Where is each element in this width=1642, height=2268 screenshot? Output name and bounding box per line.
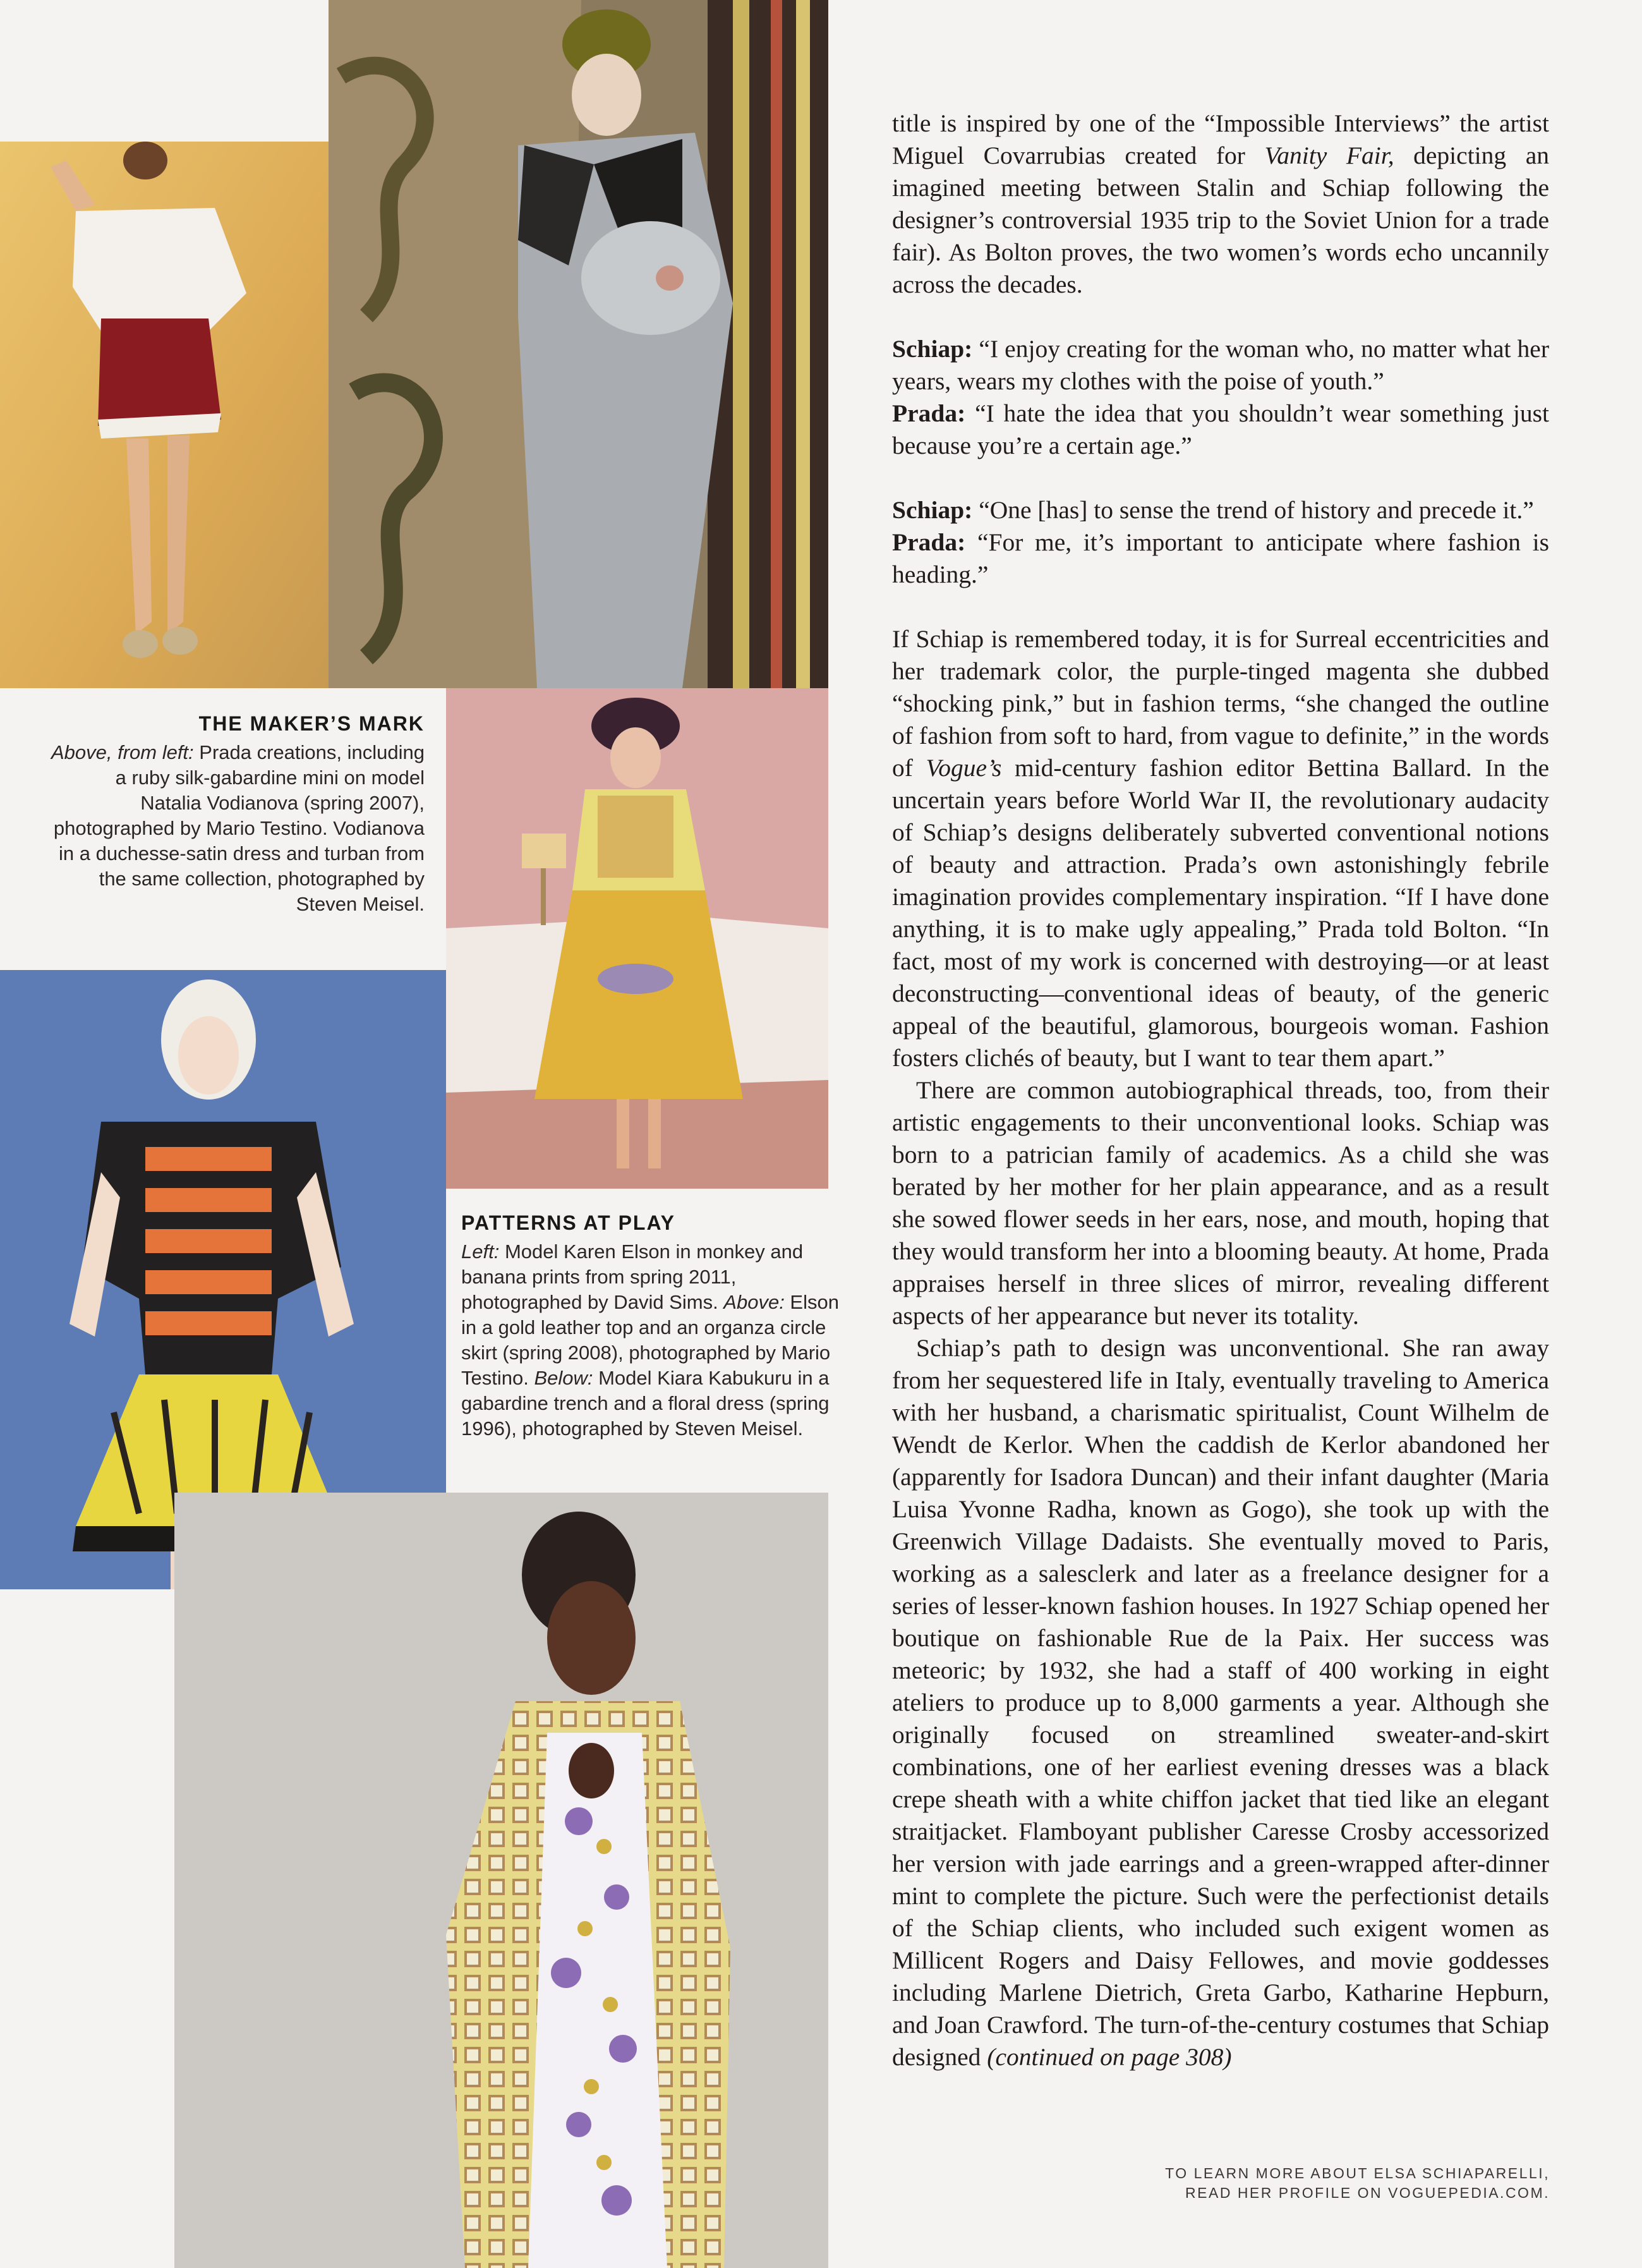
quote-prada: Prada: “For me, it’s important to anticipate where fashion is heading.” — [892, 528, 1549, 588]
article-paragraph: title is inspired by one of the “Impossible Interviews” the artist Miguel Covarrubias created for Vanity Fair, depicting an imagined meeting between Stalin and Schiap following the designer’s controversial 1935 trip to the Soviet Union for a trade fair). As Bolton proves, the two women’s words echo uncannily across the decades. — [892, 109, 1549, 298]
caption-patterns-at-play — [461, 1210, 840, 1441]
caption-heading: THE MAKER’S MARK — [198, 712, 425, 735]
article-body — [892, 107, 1549, 2073]
photo-kabukuru-trench — [174, 1493, 828, 2268]
photo-vodianova-satin-dress — [329, 0, 828, 688]
quote-schiap: Schiap: “I enjoy creating for the woman who, no matter what her years, wears my clothes with the poise of youth.” — [892, 335, 1549, 395]
photo-elson-gold-skirt — [446, 688, 828, 1189]
quote-schiap: Schiap: “One [has] to sense the trend of history and precede it.” — [892, 496, 1534, 524]
caption-heading: PATTERNS AT PLAY — [461, 1211, 675, 1234]
caption-text: Above, from left: Prada creations, including a ruby silk-gabardine mini on model Natalia Vodianova (spring 2007), photographed by Mario Testino. Vodianova in a duchesse-satin dress and turban from the same collection, photographed by Steven Meisel. — [51, 741, 425, 915]
caption-makers-mark — [51, 711, 425, 917]
article-paragraph: There are common autobiographical threads, too, from their artistic engagements to their unconventional looks. Schiap was born to a patrician family of academics. As a child she was berated by her mother for her plain appearance, and as a result she sowed flower seeds in her ears, nose, and mouth, hoping that they would transform her into a blooming beauty. At home, Prada appraises herself in three slices of mirror, revealing different aspects of her appearance but never its totality. — [892, 1076, 1549, 1330]
article-paragraph: If Schiap is remembered today, it is for Surreal eccentricities and her trademark color, the purple-tinged magenta she dubbed “shocking pink,” but in fashion terms, “she changed the outline of fashion from soft to hard, from vague to definite,” in the words of Vogue’s mid-century fashion editor Bettina Ballard. In the uncertain years before World War II, the revolutionary audacity of Schiap’s designs deliberately subverted conventional notions of beauty and attraction. Prada’s own astonishingly febrile imagination provides complementary inspiration. “If I have done anything, it is to make ugly appealing,” Prada told Bolton. “In fact, most of my work is concerned with destroying—or at least deconstructing—conventional ideas of beauty, of the generic appeal of the beautiful, glamorous, bourgeois woman. Fashion fosters clichés of beauty, but I want to tear them apart.” — [892, 625, 1550, 1072]
article-paragraph: Schiap’s path to design was unconventional. She ran away from her sequestered life in Italy, eventually traveling to America with her husband, a charismatic spiritualist, Count Wilhelm de Wendt de Kerlor. When the caddish de Kerlor abandoned her (apparently for Isadora Duncan) and their infant daughter (Maria Luisa Yvonne Radha, known as Gogo), she took up with the Greenwich Village Dadaists. She eventually moved to Paris, working as a salesclerk and later as a freelance designer for a series of lesser-known fashion houses. In 1927 Schiap opened her boutique on fashionable Rue de la Paix. Her success was meteoric; by 1932, she had a staff of 400 working in eight ateliers to produce up to 8,000 garments a year. Although she originally focused on streamlined sweater-and-skirt combinations, one of her earliest evening dresses was a black crepe sheath with a white chiffon jacket that tied like an elegant straitjacket. Flamboyant publisher Caresse Crosby accessorized her version with jade earrings and a green-wrapped after-dinner mint to complete the picture. Such were the perfectionist details of the Schiap clients, who included such exigent women as Millicent Rogers and Daisy Fellowes, and movie goddesses including Marlene Dietrich, Greta Garbo, Katharine Hepburn, and Joan Crawford. The turn-of-the-century costumes that Schiap designed (continued on page 308) — [892, 1334, 1549, 2071]
photo-vodianova-ruby-mini — [0, 142, 329, 688]
continued-note: (continued on page 308) — [987, 2043, 1232, 2071]
voguepedia-footer-note: TO LEARN MORE ABOUT ELSA SCHIAPARELLI, READ HER PROFILE ON VOGUEPEDIA.COM. — [1165, 2165, 1550, 2201]
quote-prada: Prada: “I hate the idea that you shouldn’t wear something just because you’re a certain age.” — [892, 399, 1549, 459]
caption-text: Left: Model Karen Elson in monkey and banana prints from spring 2011, photographed by David Sims. Above: Elson in a gold leather top and an organza circle skirt (spring 2008), photographed by Mario Testino. Below: Model Kiara Kabukuru in a gabardine trench and a floral dress (spring 1996), photographed by Steven Meisel. — [461, 1240, 839, 1440]
